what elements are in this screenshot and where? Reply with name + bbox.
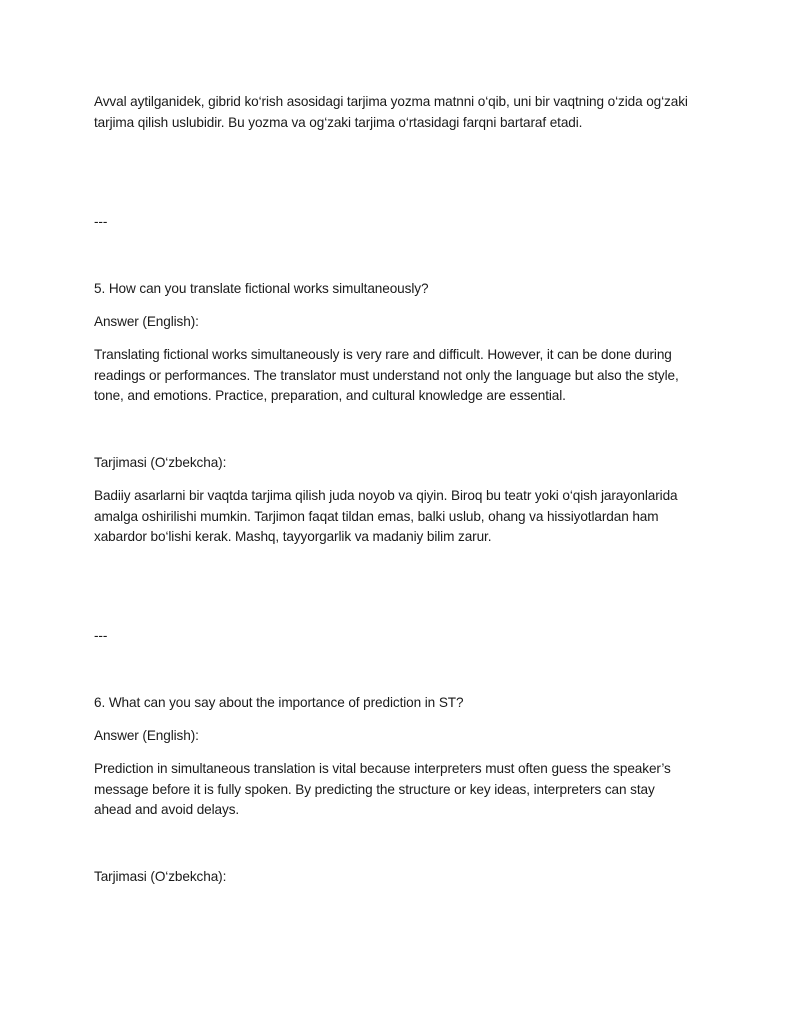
section-separator: ---	[94, 628, 108, 643]
translation-text: Badiiy asarlarni bir vaqtda tarjima qilish juda noyob va qiyin. Biroq bu teatr yoki o‘qish jarayonlarida amalga oshirilishi mumkin. Tarjimon faqat tildan emas, balki uslub, ohang va hissiyotlardan ham xabardor bo‘lishi kerak. Mashq, tayyorgarlik va madaniy bilim zarur.	[94, 488, 678, 544]
question-6: 6. What can you say about the importance of prediction in ST?	[94, 695, 464, 710]
translation-heading: Tarjimasi (O‘zbekcha):	[94, 869, 227, 884]
section-separator: ---	[94, 214, 108, 229]
answer-english-heading: Answer (English):	[94, 314, 199, 329]
question-5: 5. How can you translate fictional works simultaneously?	[94, 281, 429, 296]
intro-paragraph: Avval aytilganidek, gibrid ko‘rish asosidagi tarjima yozma matnni o‘qib, uni bir vaqtning o‘zida og‘zaki tarjima qilish uslubidir. Bu yozma va og‘zaki tarjima o‘rtasidagi farqni bartaraf etadi.	[94, 94, 688, 130]
answer-english-text: Prediction in simultaneous translation is vital because interpreters must often guess the speaker’s message before it is fully spoken. By predicting the structure or key ideas, interpreters can stay ahead and avoid delays.	[94, 761, 671, 817]
answer-english-text: Translating fictional works simultaneously is very rare and difficult. However, it can be done during readings or performances. The translator must understand not only the language but also the style, tone, and emotions. Practice, preparation, and cultural knowledge are essential.	[94, 347, 679, 403]
answer-english-heading: Answer (English):	[94, 728, 199, 743]
translation-heading: Tarjimasi (O‘zbekcha):	[94, 455, 227, 470]
